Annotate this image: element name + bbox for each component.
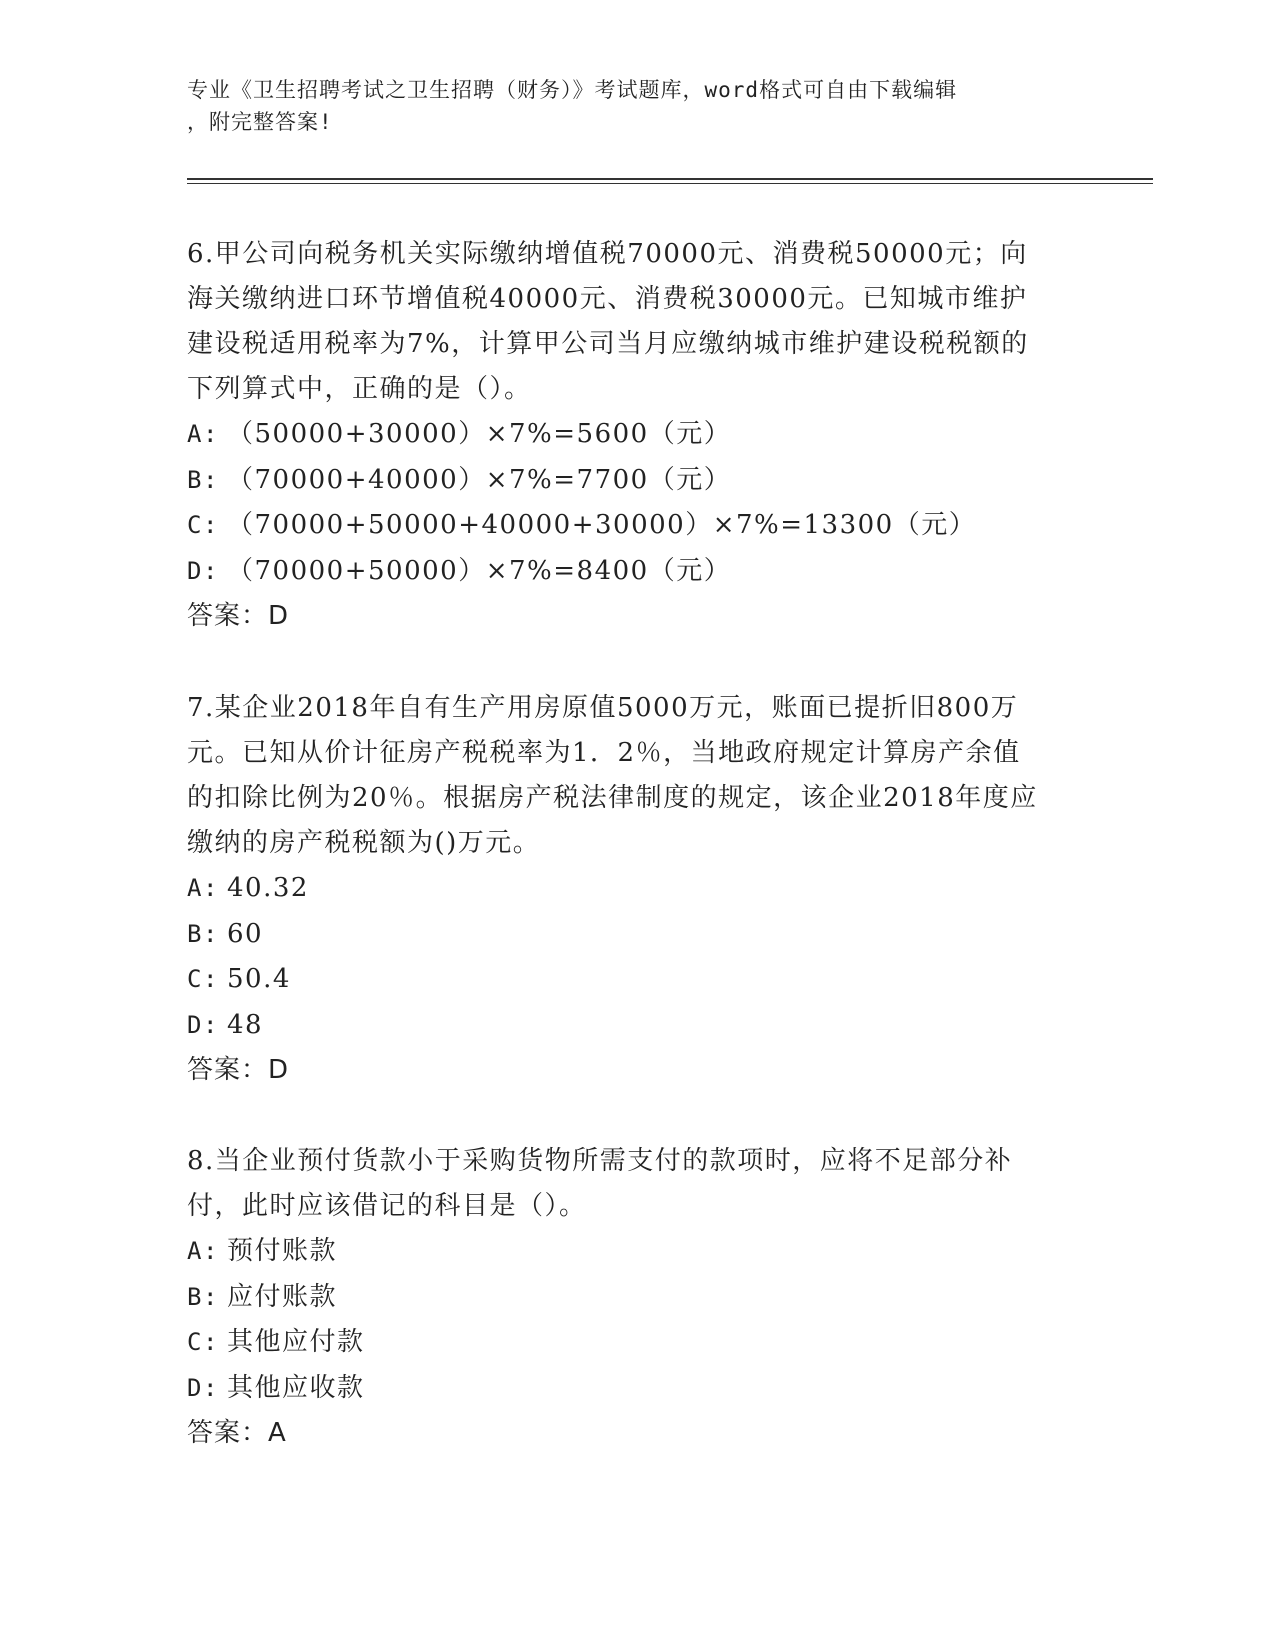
question-stem-line: 缴纳的房产税税额为()万元。 <box>187 828 541 858</box>
option-letter: C: <box>187 1328 219 1356</box>
question-6 <box>187 232 1087 639</box>
option-d <box>187 1366 1087 1412</box>
option-b <box>187 912 1087 958</box>
answer-line: 答案：A <box>187 1418 287 1448</box>
option-b <box>187 1275 1087 1321</box>
question-stem-line: 下列算式中，正确的是（）。 <box>187 374 532 404</box>
option-text: 其他应收款 <box>227 1372 365 1403</box>
option-letter: D: <box>187 556 219 585</box>
option-text: 其他应付款 <box>227 1327 365 1357</box>
option-letter: D: <box>187 1010 219 1039</box>
option-text: （70000+50000+40000+30000）×7%=13300（元） <box>227 510 977 540</box>
option-letter: C: <box>187 511 219 539</box>
document-header <box>187 74 1067 138</box>
question-stem-line: 8.当企业预付货款小于采购货物所需支付的款项时，应将不足部分补 <box>187 1146 1013 1176</box>
option-text: 应付账款 <box>227 1281 338 1312</box>
option-text: 50.4 <box>227 964 291 994</box>
question-stem-line: 海关缴纳进口环节增值税40000元、消费税30000元。已知城市维护 <box>187 284 1028 314</box>
option-letter: A: <box>187 874 219 902</box>
question-8 <box>187 1139 1087 1456</box>
question-stem-line: 7.某企业2018年自有生产用房原值5000万元，账面已提折旧800万 <box>187 693 1019 723</box>
question-stem-line: 付，此时应该借记的科目是（）。 <box>187 1191 587 1221</box>
option-letter: A: <box>187 420 219 448</box>
option-text: 48 <box>227 1009 264 1040</box>
option-d <box>187 1003 1087 1049</box>
option-a <box>187 866 1087 912</box>
option-letter: B: <box>187 919 219 948</box>
option-c <box>187 503 1087 549</box>
option-letter: A: <box>187 1237 219 1265</box>
option-b <box>187 458 1087 504</box>
question-7 <box>187 686 1087 1093</box>
option-text: 60 <box>227 918 264 949</box>
question-stem-line: 6.甲公司向税务机关实际缴纳增值税70000元、消费税50000元；向 <box>187 239 1028 269</box>
option-text: （50000+30000）×7%=5600（元） <box>227 419 732 449</box>
header-line: 专业《卫生招聘考试之卫生招聘（财务）》考试题库，word格式可自由下载编辑 <box>187 78 958 102</box>
option-letter: B: <box>187 1282 219 1311</box>
header-divider <box>187 178 1153 184</box>
option-a <box>187 412 1087 458</box>
question-stem-line: 建设税适用税率为7%，计算甲公司当月应缴纳城市维护建设税税额的 <box>187 329 1029 359</box>
option-letter: D: <box>187 1373 219 1402</box>
option-c <box>187 1320 1087 1366</box>
answer-line: 答案：D <box>187 601 290 631</box>
header-line: ，附完整答案! <box>187 110 333 134</box>
option-c <box>187 957 1087 1003</box>
option-text: 40.32 <box>227 873 309 903</box>
option-letter: B: <box>187 465 219 494</box>
option-d <box>187 549 1087 595</box>
question-stem-line: 元。已知从价计征房产税税率为1．2％，当地政府规定计算房产余值 <box>187 738 1021 768</box>
option-letter: C: <box>187 965 219 993</box>
answer-line: 答案：D <box>187 1055 290 1085</box>
option-text: （70000+50000）×7%=8400（元） <box>227 555 732 586</box>
option-text: 预付账款 <box>227 1236 338 1266</box>
option-text: （70000+40000）×7%=7700（元） <box>227 464 732 495</box>
option-a <box>187 1229 1087 1275</box>
question-stem-line: 的扣除比例为20％。根据房产税法律制度的规定，该企业2018年度应 <box>187 783 1038 813</box>
